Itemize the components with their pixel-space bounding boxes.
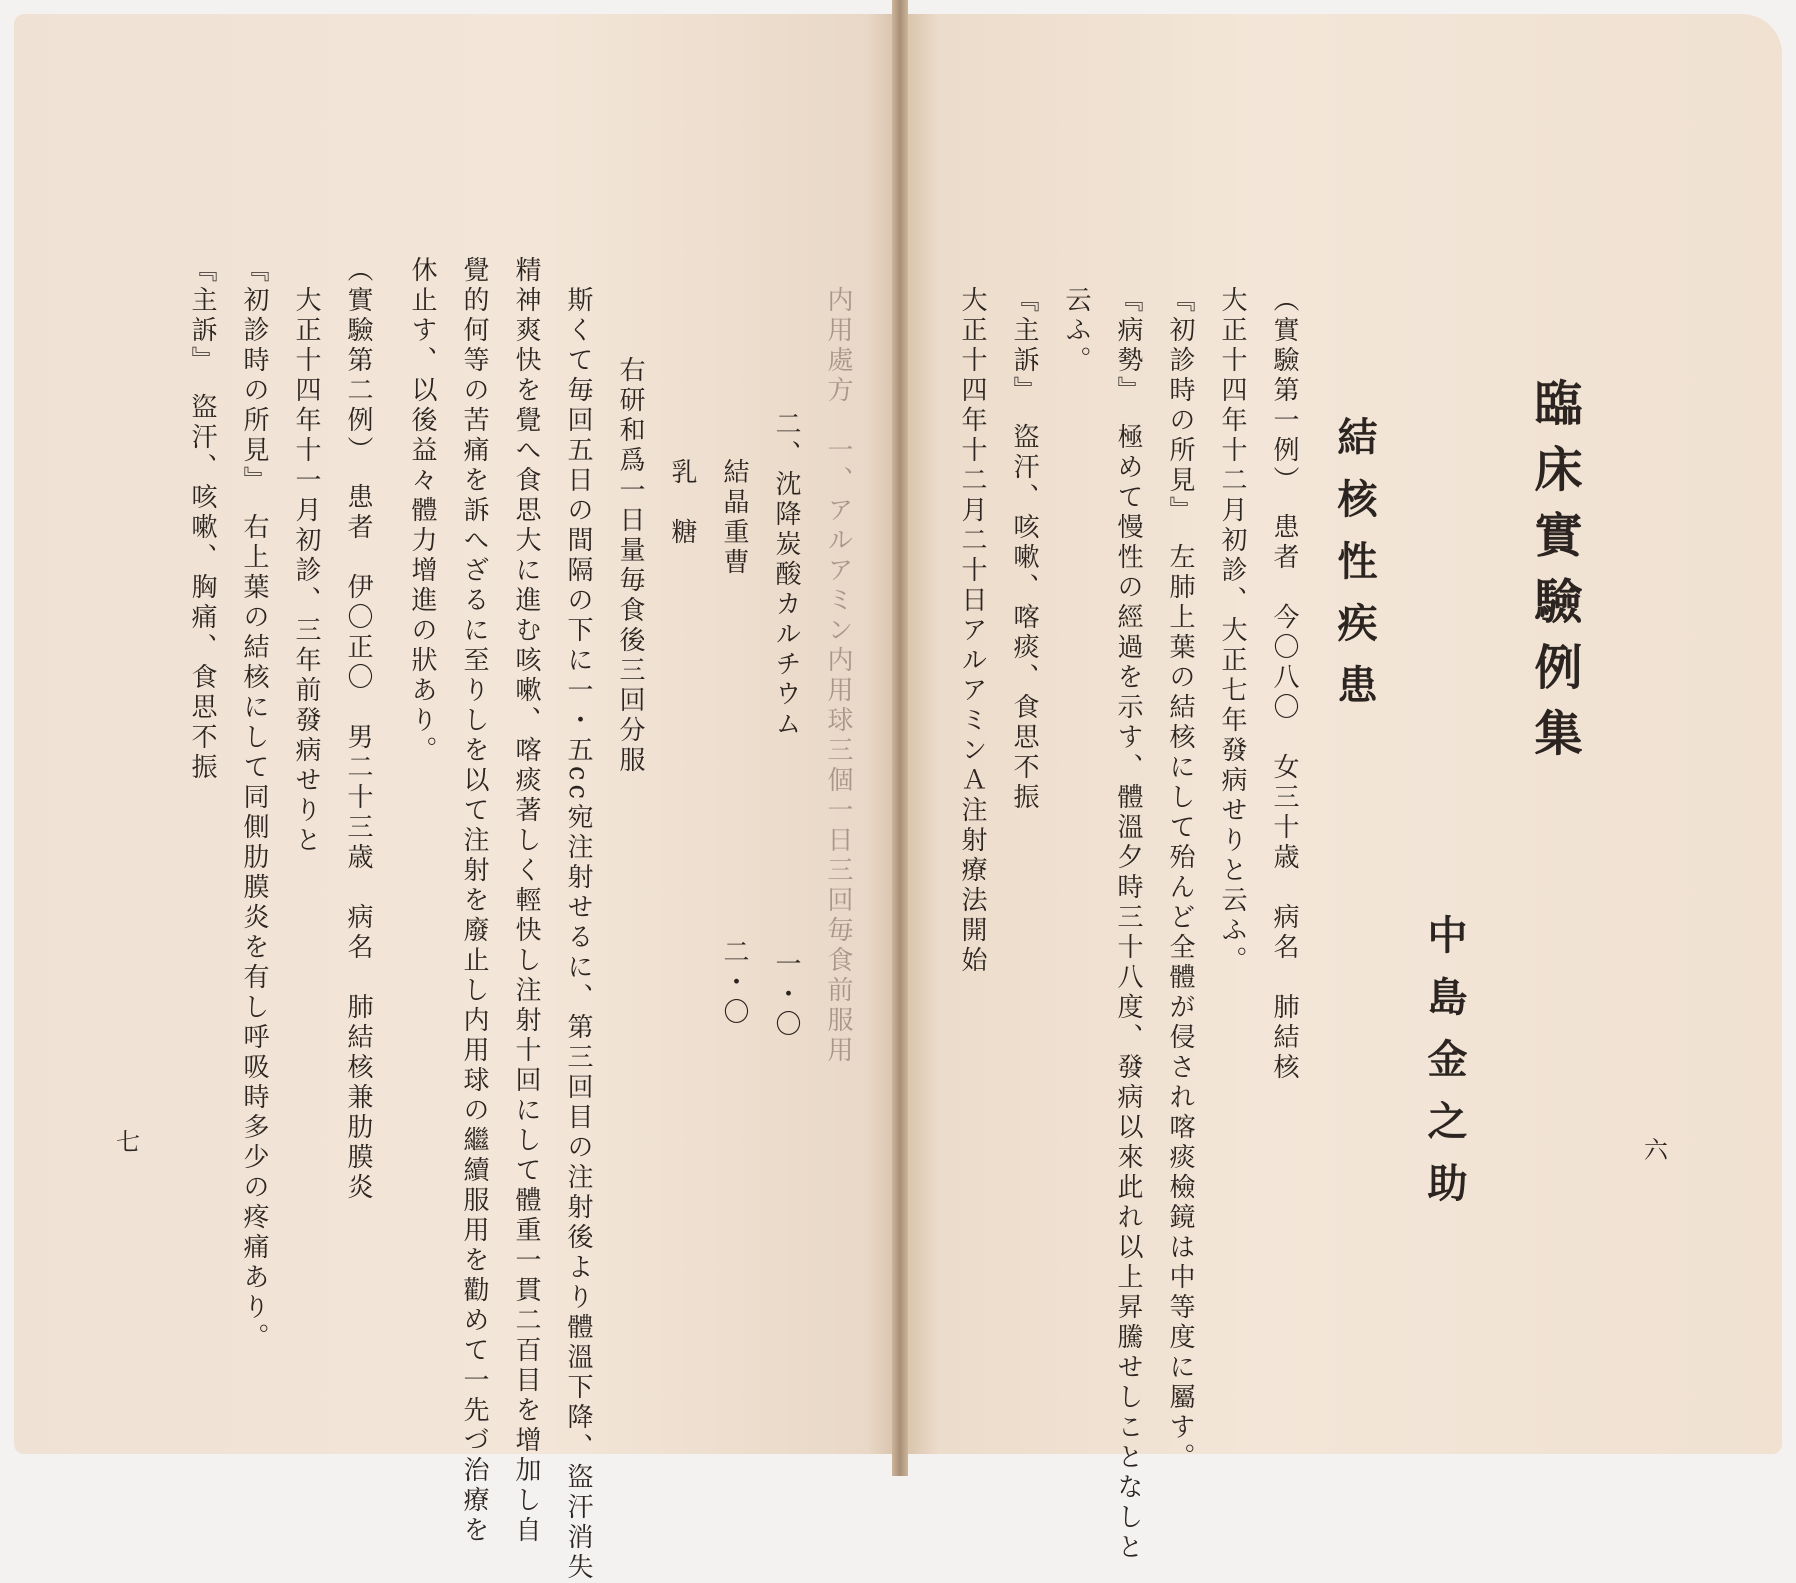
text-line: 二、沈降炭酸カルチウム 一・〇 — [771, 410, 801, 1040]
text-line: 大正十四年十二月二十日アルアミンＡ注射療法開始 — [957, 286, 987, 976]
text-line: 『病勢』 極めて慢性の經過を示す、體溫夕時三十八度、發病以來此れ以上昇騰せしことなしと — [1113, 286, 1143, 1563]
text-line: 『主訴』 盜汗、咳嗽、胸痛、食思不振 — [187, 256, 217, 783]
text-line-prescription: 内用處方 一、アルアミン内用球三個一日三回毎食前服用 — [823, 286, 853, 1066]
author-name: 中島金之助 — [1421, 914, 1468, 1224]
page-number-left: 七 — [116, 1128, 140, 1156]
text-line: 『初診時の所見』 右上葉の結核にして同側肋膜炎を有し呼吸時多少の疼痛あり。 — [239, 256, 269, 1353]
book-gutter — [892, 0, 908, 1476]
text-line: 大正十四年十一月初診、三年前發病せりと — [291, 286, 321, 856]
text-line: 乳 糖 — [667, 458, 697, 548]
text-line: （實驗第一例） 患者 今〇八〇 女三十歳 病名 肺結核 — [1269, 286, 1299, 1083]
text-line: 『初診時の所見』 左肺上葉の結核にして殆んど全體が侵され喀痰檢鏡は中等度に屬す。 — [1165, 286, 1195, 1473]
text-line: 覺的何等の苦痛を訴へざるに至りしを以て注射を廢止し内用球の繼續服用を勸めて一先づ治療を — [459, 256, 489, 1546]
text-line: 云ふ。 — [1061, 286, 1091, 376]
text-line: 右研和爲一日量毎食後三回分服 — [615, 356, 645, 776]
text-line: 『主訴』 盜汗、咳嗽、喀痰、食思不振 — [1009, 286, 1039, 813]
section-title: 結核性疾患 — [1331, 416, 1378, 726]
text-line: 結晶重曹 二・〇 — [719, 458, 749, 1028]
text-line: （實驗第二例） 患者 伊〇正〇 男二十三歳 病名 肺結核兼肋膜炎 — [343, 256, 373, 1203]
text-line: 休止す、以後益々體力增進の狀あり。 — [407, 256, 437, 766]
book-title: 臨床實驗例集 — [1526, 378, 1582, 774]
text-line: 斯くて毎回五日の間隔の下に一・五cc宛注射せるに、第三回目の注射後より體溫下降、盜汗消失 — [563, 286, 593, 1583]
text-line: 精神爽快を覺へ食思大に進む咳嗽、喀痰著しく輕快し注射十回にして體重一貫二百目を增加し自 — [511, 256, 541, 1546]
text-line: 大正十四年十二月初診、大正七年發病せりと云ふ。 — [1217, 286, 1247, 976]
page-number-right: 六 — [1644, 1136, 1668, 1164]
